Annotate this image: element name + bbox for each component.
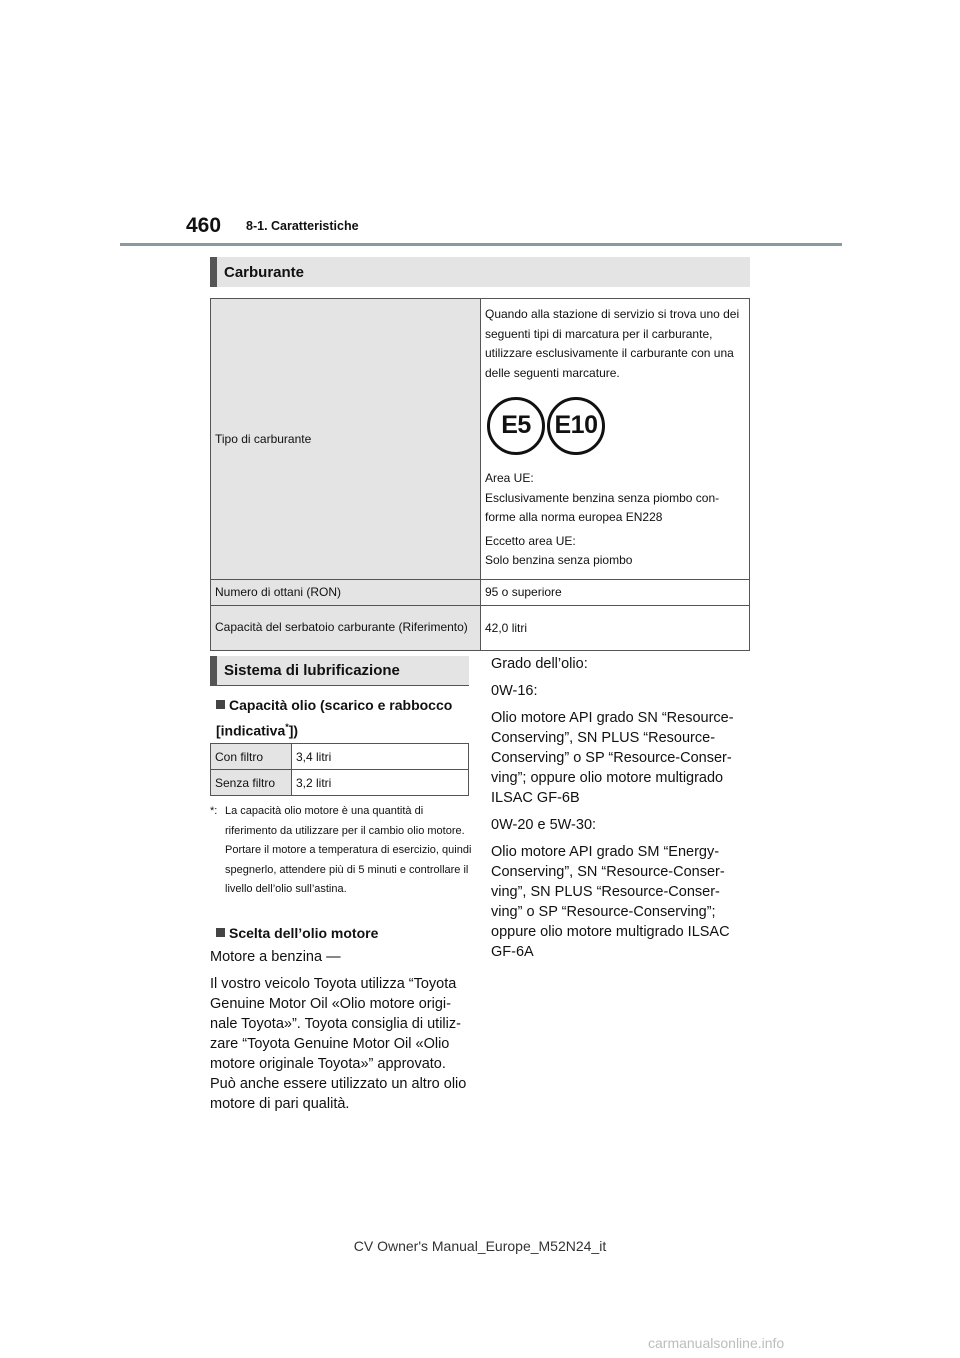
watermark: carmanualsonline.info [648, 1335, 785, 1351]
oil-row-value: 3,2 litri [292, 770, 469, 796]
eu-area-text: Esclusivamente benzina senza piombo con-forme alla norma europea EN228 [485, 490, 720, 524]
footnote-text: La capacità olio motore è una quantità di riferimento da utilizzare per il cambio olio motore. Portare il motore a temperatura di esercizio, quindi spegnerlo, attendere più di 5 minuti e controllare il livello dell’olio sull’astina. [225, 805, 472, 895]
table-row [211, 770, 469, 796]
eu-area-label: Area UE: [485, 471, 534, 485]
grade-0w20-label: 0W-20 e 5W-30: [491, 817, 597, 833]
bullet-square-icon [216, 928, 225, 937]
e5-badge: E5 [487, 397, 545, 455]
fuel-table [210, 298, 750, 651]
non-eu-area-label: Eccetto area UE: [485, 533, 576, 548]
page-number: 460 [186, 214, 222, 237]
footnote-mark: *: [210, 805, 218, 817]
table-row [211, 299, 750, 580]
genuine-oil-text: Il vostro veicolo Toyota utilizza “Toyota Genuine Motor Oil «Olio motore origi-nale Toyota»”. Toyota consiglia di utiliz-zare “Toyota Genuine Motor Oil «Olio motore originale Toyota»” approvato. Può anche essere utilizzato un altro olio motore di pari qualità. [210, 976, 467, 1112]
grade-0w16-text: Olio motore API grado SN “Resource-Conserving”, SN PLUS “Resource-Conserving” o SP “Resource-Conser-ving”; oppure olio motore multigrado ILSAC GF-6B [491, 710, 734, 806]
oil-grade-body [491, 654, 751, 969]
e10-badge: E10 [547, 397, 605, 455]
oil-row-label: Con filtro [211, 744, 292, 770]
engine-type: Motore a benzina — [210, 949, 341, 965]
oil-row-label: Senza filtro [211, 770, 292, 796]
grade-0w20-text: Olio motore API grado SM “Energy-Conserving”, SN “Resource-Conser-ving”, SN PLUS “Resource-Conser-ving” o SP “Resource-Conserving”; oppure olio motore multigrado ILSAC GF-6A [491, 844, 730, 960]
fuel-heading: Carburante [210, 257, 750, 287]
fuel-type-label: Tipo di carburante [211, 299, 481, 580]
oil-capacity-table [210, 743, 469, 796]
oil-row-value: 3,4 litri [292, 744, 469, 770]
fuel-marking-badges [487, 397, 745, 455]
oil-choice-body [210, 947, 472, 1121]
octane-value: 95 o superiore [481, 579, 750, 605]
octane-label: Numero di ottani (RON) [211, 579, 481, 605]
manual-footer: CV Owner's Manual_Europe_M52N24_it [353, 1238, 607, 1254]
header-divider [120, 243, 842, 246]
table-row [211, 605, 750, 650]
non-eu-area-text: Solo benzina senza piombo [485, 553, 633, 567]
oil-capacity-heading: Capacità olio (scarico e rabbocco [indicativa*]) [216, 697, 453, 739]
footnote-star: * [285, 722, 289, 732]
table-row [211, 579, 750, 605]
bullet-square-icon [216, 700, 225, 709]
oil-grade-title: Grado dell’olio: [491, 656, 588, 672]
oil-choice-heading: Scelta dell’olio motore [216, 925, 378, 941]
section-title: 8-1. Caratteristiche [246, 219, 359, 233]
oil-capacity-footnote [210, 802, 472, 900]
tank-capacity-value: 42,0 litri [481, 605, 750, 650]
lubrication-heading: Sistema di lubrificazione [210, 656, 469, 686]
grade-0w16-label: 0W-16: [491, 683, 538, 699]
fuel-type-cell [481, 299, 750, 580]
table-row [211, 744, 469, 770]
fuel-type-intro: Quando alla stazione di servizio si trova uno dei seguenti tipi di marcatura per il carburante, utilizzare esclusivamente il carburante con una delle seguenti marcature. [485, 307, 740, 380]
tank-capacity-label: Capacità del serbatoio carburante (Riferimento) [211, 605, 481, 650]
